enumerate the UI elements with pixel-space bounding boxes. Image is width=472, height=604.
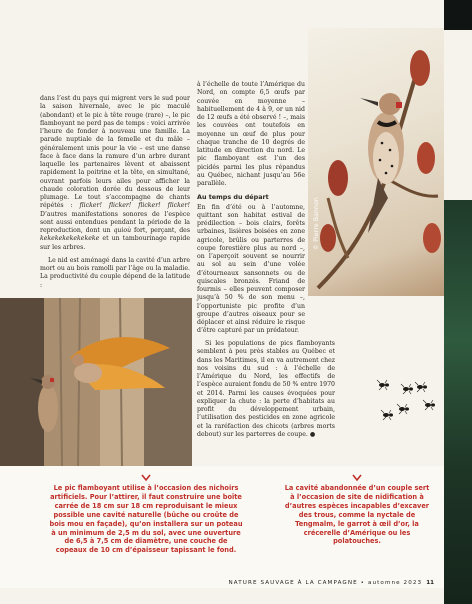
photo-trunk-illustration (0, 298, 192, 466)
paragraph-clutch: à l’échelle de toute l’Amérique du Nord, on compte 6,5 œufs par couvée en moyenne – habituellement de 4 à 9, or un nid de 12 œufs a été observé ! –, mais les couvées ont toutefois en moyenne un œuf de plus pour chaque tranche de 10 degrés de latitude en direction du nord. Le pic flamboyant est l’un des picidés parmi les plus répandus au Québec, nichant jusqu’au 56e parallèle. (197, 81, 305, 187)
paragraph-departure: En fin d’été ou à l’automne, quittant son habitat estival de prédilection – bois clairs, forêts urbaines, lisières boisées en zone agricole, brûlis ou parterres de coupe forestière plus au nord –, on l’aperçoit souvent se nourrir au sol au sein d’une volée d’étourneaux sansonnets ou de quiscales bronzés. Friand de fourmis – elles peuvent composer jusqu’à 50 % de son menu –, l’opportuniste pic profite d’un groupe d’autres oiseaux pour se déplacer et ainsi réduire le risque d’être capturé par un prédateur. (197, 203, 305, 335)
page-edge-band (444, 0, 472, 604)
photo-credit: © Pierre Bannon (313, 197, 320, 250)
text-column-2 (197, 81, 305, 341)
photo-flicker-illustration (308, 28, 444, 296)
info-box-abandoned-cavity: La cavité abandonnée d’un couple sert à l’occasion de site de nidification à d’autres espèces incapables d’excaver des trous, comme la nyctale de Tengmalm, le garrot à œil d’or, la crécerelle d’Amérique ou les polatouches. (284, 484, 430, 546)
text-column-3 (197, 340, 335, 444)
photo-flicker-on-sumac (308, 28, 444, 296)
footer-season: automne 2023 (367, 580, 423, 586)
text-column-1 (40, 95, 190, 295)
footer-magazine: NATURE SAUVAGE À LA CAMPAGNE (228, 580, 358, 586)
chevron-down-icon (352, 474, 362, 482)
info-box-nest-box: Le pic flamboyant utilise à l’occasion des nichoirs artificiels. Pour l’attirer, il faut construire une boîte carrée de 18 cm sur 18 cm reproduisant le mieux possible une cavité naturelle (bûche ou croûte de bois mou en façade), qu’on installera sur un poteau à un minimum de 2,5 m du sol, avec une ouverture de 6,5 à 7,5 cm de diamètre, une couche de copeaux de 10 cm d’épaisseur tapissant le fond. (49, 484, 243, 555)
photo-flickers-on-trunk (0, 298, 192, 466)
subheading-departure: Au temps du départ (197, 193, 269, 202)
ant-icon (372, 375, 442, 425)
footer-separator: • (357, 580, 368, 586)
chevron-down-icon (141, 474, 151, 482)
page-footer (188, 580, 434, 590)
paragraph-nest: Le nid est aménagé dans la cavité d’un arbre mort ou au bois ramolli par l’âge ou la maladie. La productivité du couple dépend de la latitude : (40, 256, 190, 289)
paragraph-populations: Si les populations de pics flamboyants semblent à peu près stables au Québec et dans les Maritimes, il en va autrement chez nos voisins du sud : à l’échelle de l’Amérique du Nord, les effectifs de l’espèce auraient fondu de 50 % entre 1970 et 2014. Parmi les causes évoquées pour expliquer la chute : la perte d’habitats au profit du développement urbain, l’utilisation des pesticides en zone agricole et la raréfaction des chicots (arbres morts debout) sur les parterres de coupe. ● (197, 340, 335, 438)
paragraph-courtship: dans l’est du pays qui migrent vers le sud pour la saison hivernale, avec le pic maculé (abondant) et le pic à tête rouge (rare) –, le pic flamboyant ne perd pas de temps : voici arrivée l’heure de fonder à nouveau une famille. La parade nuptiale de la femelle et du mâle – généralement unis pour la vie – est une danse face à face dans la ramure d’un arbre durant laquelle les partenaires lèvent et abaissent rapidement la poitrine et la tête, en simultané, ouvrant parfois leurs ailes pour afficher la chaude coloration dorée du dessous de leur plumage. Le tout s’accompagne de chants répétés : flicker! flicker! flicker! flicker! D’autres manifestations sonores de l’espèce sont aussi entendues pendant la période de la reproduction, dont un quioù fort, perçant, des kekekekekekekeke et un tambourinage rapide sur les arbres. (40, 95, 191, 251)
page-number: 11 (426, 580, 434, 586)
